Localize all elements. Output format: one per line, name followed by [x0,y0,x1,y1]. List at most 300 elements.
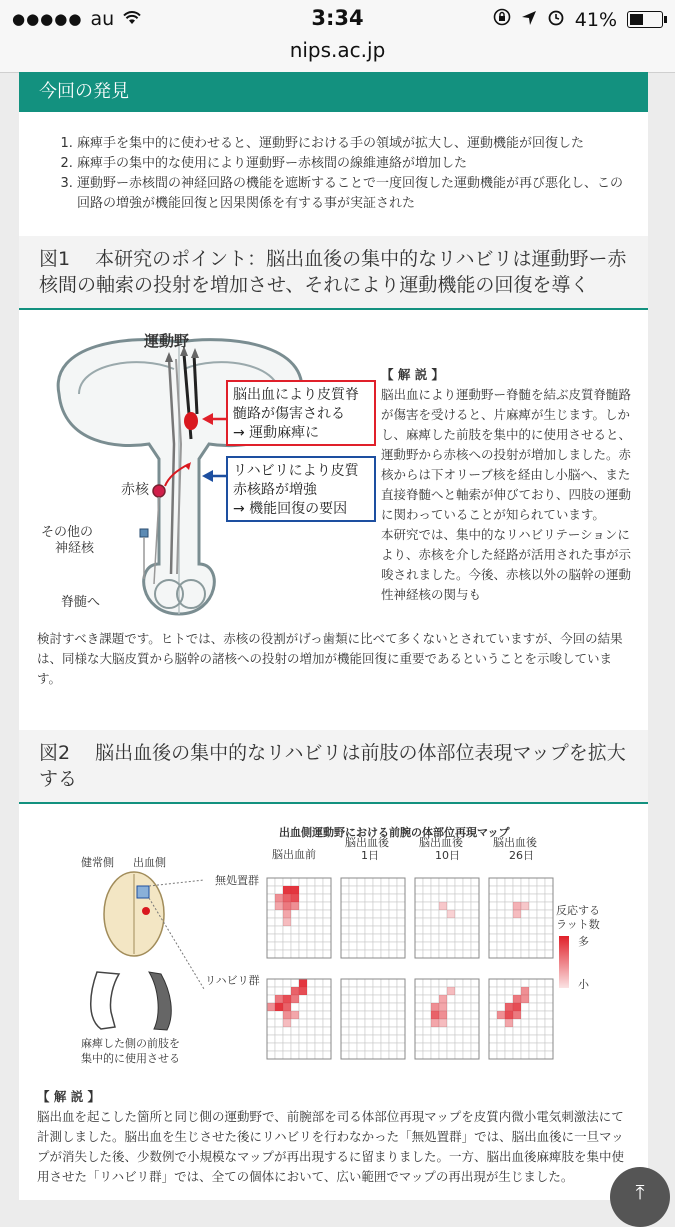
map-cell [545,902,553,910]
url-bar[interactable] [0,38,675,73]
map-cell [323,902,331,910]
map-cell [463,950,471,958]
map-cell [267,1027,275,1035]
map-cell [283,934,291,942]
map-cell [389,926,397,934]
map-cell [349,894,357,902]
map-cell [283,979,291,987]
map-cell [357,926,365,934]
map-cell [315,1043,323,1051]
map-cell [505,942,513,950]
map-cell [315,950,323,958]
map-cell [275,1027,283,1035]
map-cell [415,878,423,886]
map-cell [349,1019,357,1027]
signal-icon: ●●●●● [12,10,83,28]
map-cell [505,987,513,995]
map-cell [389,894,397,902]
map-cell [529,926,537,934]
col-header-2: 10日 [435,849,460,862]
map-cell [423,979,431,987]
map-cell [389,1043,397,1051]
map-cell [323,1051,331,1059]
map-cell [323,1003,331,1011]
map-cell [471,1035,479,1043]
map-cell [489,918,497,926]
map-cell [545,910,553,918]
map-cell [529,878,537,886]
map-cell [357,987,365,995]
map-cell [291,1035,299,1043]
map-cell [513,934,521,942]
forelimb-left-icon [91,972,119,1029]
map-cell [307,878,315,886]
map-cell [381,1019,389,1027]
map-cell [275,1019,283,1027]
map-cell [537,979,545,987]
map-cell-active [283,1011,291,1019]
figure2 [19,804,648,1184]
map-cell [323,878,331,886]
map-cell [397,934,405,942]
map-cell [497,886,505,894]
map-cell-active [283,918,291,926]
arrow-up-icon: ⤒ [635,1180,645,1204]
map-cell [471,995,479,1003]
map-cell [365,878,373,886]
battery-percent: 41% [574,8,617,31]
map-cell [397,979,405,987]
map-cell [489,1035,497,1043]
map-cell [431,1051,439,1059]
map-cell [389,902,397,910]
map-cell [341,995,349,1003]
map-cell [397,987,405,995]
map-cell [349,1003,357,1011]
map-cell [357,902,365,910]
findings-heading: 今回の発見 [19,72,648,112]
map-cell [431,910,439,918]
map-cell [357,934,365,942]
map-cell [471,1011,479,1019]
scroll-to-top-button[interactable] [610,1167,670,1227]
legend-low: 小 [578,978,589,991]
map-cell [431,1043,439,1051]
map-cell [545,1027,553,1035]
map-cell [529,918,537,926]
map-cell [275,910,283,918]
map-cell [373,1051,381,1059]
map-cell [267,1035,275,1043]
row-label-untreated: 無処置群 [215,874,259,887]
map-cell-active [505,1011,513,1019]
map-cell [505,1035,513,1043]
map-cell [537,987,545,995]
map-cell-active [513,910,521,918]
map-cell [513,1051,521,1059]
map-cell [307,1051,315,1059]
blue-box-line-2: 赤核路が増強 [233,482,317,498]
map-cell [315,995,323,1003]
map-cell [513,926,521,934]
map-cell [423,995,431,1003]
map-cell [365,1027,373,1035]
map-cell [447,878,455,886]
map-cell [447,1011,455,1019]
map-cell [365,918,373,926]
map-cell [349,995,357,1003]
map-cell [463,918,471,926]
map-cell [471,1051,479,1059]
map-cell [373,1019,381,1027]
map-cell [505,950,513,958]
map-cell [315,987,323,995]
map-cell [545,1051,553,1059]
map-cell [299,1027,307,1035]
map-cell [497,979,505,987]
map-cell-active [291,902,299,910]
map-cell [397,878,405,886]
map-cell [537,910,545,918]
map-cell [545,886,553,894]
map-cell [529,995,537,1003]
map-cell [389,1035,397,1043]
map-cell [415,1051,423,1059]
col-header-0: 脳出血前 [272,848,316,861]
url-text: nips.ac.jp [289,38,386,62]
map-cell [513,942,521,950]
map-cell [431,979,439,987]
map-cell [439,950,447,958]
motor-cortex-label: 運動野 [144,333,190,350]
map-cell [299,910,307,918]
map-cell [497,942,505,950]
battery-icon [627,11,663,28]
map-cell [315,942,323,950]
map-cell-active [431,1011,439,1019]
map-cell [463,1027,471,1035]
map-cell [381,926,389,934]
map-cell [365,979,373,987]
map-cell [513,979,521,987]
map-cell [463,1003,471,1011]
map-cell [357,878,365,886]
map-cell [455,1003,463,1011]
map-cell [307,918,315,926]
map-cell [497,902,505,910]
blue-box-line-1: リハビリにより皮質 [233,463,359,479]
map-cell [397,918,405,926]
map-cell [505,1043,513,1051]
map-cell [381,910,389,918]
map-cell [545,934,553,942]
figure1-explanation-continued: 検討すべき課題です。ヒトでは、赤核の役割がげっ歯類に比べて多くないとされていますが、今回の結果は、同様な大脳皮質から脳幹の諸核への投射の増加が機能回復に重要であるということを示唆しています。 [37,631,623,686]
map-cell [489,1027,497,1035]
map-cell [389,934,397,942]
map-cell-active [513,902,521,910]
map-cell [373,942,381,950]
map-cell [455,934,463,942]
map-cell [373,1035,381,1043]
map-cell [373,1043,381,1051]
map-cell [381,886,389,894]
map-cell [307,1003,315,1011]
map-cell [537,886,545,894]
map-cell [497,995,505,1003]
location-icon [521,9,537,31]
map-cell [423,1043,431,1051]
map-cell-active [299,979,307,987]
map-cell [545,995,553,1003]
map-cell [341,979,349,987]
map-cell [275,1011,283,1019]
map-cell [489,1003,497,1011]
map-cell [341,910,349,918]
map-cell [299,1035,307,1043]
map-cell [323,1043,331,1051]
map-cell-active [431,1003,439,1011]
map-cell [423,942,431,950]
map-cell [537,1043,545,1051]
map-cell [455,1019,463,1027]
map-cell [267,987,275,995]
map-cell [447,1043,455,1051]
map-cell [389,918,397,926]
map-cell [275,918,283,926]
map-cell [521,942,529,950]
map-cell [389,942,397,950]
map-cell [447,894,455,902]
map-cell [291,942,299,950]
map-cell [463,878,471,886]
map-cell [521,1035,529,1043]
map-cell [545,894,553,902]
map-cell [389,1051,397,1059]
map-cell [447,1019,455,1027]
map-cell [521,950,529,958]
map-cell [299,942,307,950]
map-cell [545,1011,553,1019]
map-cell [267,878,275,886]
map-cell-active [275,894,283,902]
map-cell [323,950,331,958]
map-cell [397,1011,405,1019]
map-cell [283,942,291,950]
map-cell [275,979,283,987]
map-cell [415,910,423,918]
map-cell [497,1051,505,1059]
map-cell [267,1019,275,1027]
legend-title-1: 反応する [556,904,600,917]
map-cell [423,926,431,934]
col-header-3: 26日 [509,849,534,862]
map-cell [489,942,497,950]
map-cell [307,926,315,934]
limb-caption-2: 集中的に使用させる [81,1052,180,1065]
map-cell [373,979,381,987]
map-cell [497,918,505,926]
map-cell [389,950,397,958]
map-cell [275,926,283,934]
map-cell [529,934,537,942]
map-cell-active [291,1011,299,1019]
map-region-marker [137,886,149,898]
spinal-label: 脊髄へ [61,595,101,610]
map-cell-active [283,1003,291,1011]
map-cell [275,1035,283,1043]
map-cell [423,934,431,942]
map-cell [389,910,397,918]
map-cell [439,1035,447,1043]
map-cell [439,894,447,902]
map-cell [489,995,497,1003]
map-cell [365,926,373,934]
map-cell [521,1019,529,1027]
map-cell [373,1003,381,1011]
map-cell [341,918,349,926]
map-cell-active [283,886,291,894]
map-cell-active [439,1011,447,1019]
map-cell [357,886,365,894]
map-cell [415,1003,423,1011]
map-cell [471,1019,479,1027]
map-cell [447,1027,455,1035]
map-cell [497,910,505,918]
map-cell [349,979,357,987]
map-cell [267,894,275,902]
map-cell [365,934,373,942]
map-cell [529,910,537,918]
map-cell [341,1051,349,1059]
map-cell [341,894,349,902]
map-cell [267,1051,275,1059]
map-cell [489,934,497,942]
map-cell [373,878,381,886]
map-cell [447,902,455,910]
map-cell [471,878,479,886]
map-cell [283,926,291,934]
red-box-line-3: → 運動麻痺に [233,425,320,441]
map-cell-active [505,1003,513,1011]
map-cell [455,950,463,958]
map-cell [505,910,513,918]
map-cell [489,1051,497,1059]
map-cell [397,1051,405,1059]
blue-box-line-3: → 機能回復の要因 [233,501,348,517]
map-cell [291,950,299,958]
map-cell [349,942,357,950]
map-cell [267,886,275,894]
map-cell [545,942,553,950]
map-cell [349,934,357,942]
map-cell-active [439,1019,447,1027]
map-cell [397,1003,405,1011]
map-cell [431,926,439,934]
map-cell [389,1019,397,1027]
map-cell [439,987,447,995]
map-cell [341,1027,349,1035]
map-cell [381,942,389,950]
map-cell [349,1011,357,1019]
other-nucleus-marker [140,529,148,537]
findings-list [19,134,648,214]
map-cell [497,894,505,902]
map-cell [423,910,431,918]
map-cell [357,1051,365,1059]
map-cell [349,1043,357,1051]
map-cell [439,979,447,987]
map-cell [423,894,431,902]
map-cell [299,926,307,934]
map-cell [537,1011,545,1019]
map-cell [291,1019,299,1027]
map-cell [357,1027,365,1035]
map-cell [307,950,315,958]
map-cell [315,886,323,894]
map-cell [471,934,479,942]
map-cell [323,886,331,894]
map-cell [357,942,365,950]
map-cell [315,1003,323,1011]
legend-title-2: ラット数 [556,918,600,931]
map-cell [365,950,373,958]
map-cell [489,950,497,958]
map-cell [283,1027,291,1035]
map-cell [513,1027,521,1035]
map-cell [341,1003,349,1011]
map-cell [341,987,349,995]
map-cell [521,886,529,894]
map-cell [497,950,505,958]
map-cell [497,926,505,934]
map-cell [439,1051,447,1059]
finding-item: 3. 運動野ー赤核間の神経回路の機能を遮断することで一度回復した運動機能が再び悪化し、この回路の増強が機能回復と因果関係を有する事が実証された [77,174,632,214]
map-cell [545,1003,553,1011]
map-cell [489,926,497,934]
map-cell [423,1011,431,1019]
map-cell [455,942,463,950]
map-cell [455,910,463,918]
map-cell [545,1043,553,1051]
map-cell [489,979,497,987]
clock: 3:34 [311,6,364,30]
map-cell [299,995,307,1003]
map-cell [497,878,505,886]
map-cell [529,987,537,995]
map-cell [415,995,423,1003]
map-cell [545,987,553,995]
red-nucleus-marker [153,485,165,497]
map-cell [505,934,513,942]
map-cell [505,1051,513,1059]
finding-item: 1. 麻痺手を集中的に使わせると、運動野における手の領域が拡大し、運動機能が回復した [77,134,632,154]
map-cell [381,995,389,1003]
map-cell [381,1051,389,1059]
map-cell [513,886,521,894]
figure2-explanation-text: 脳出血を起こした箇所と同じ側の運動野で、前腕部を司る体部位再現マップを皮質内微小電気刺激法にて計測しました。脳出血を生じさせた後にリハビリを行わなかった「無処置群」では、脳出血後に一旦マップが消失した後、少数例で小規模なマップが再出現するに留まりました。一方、脳出血後麻痺肢を集中使用させた「リハビリ群」では、全ての個体において、広い範囲でマップの再出現が生じました。 [37,1109,625,1184]
map-cell [431,918,439,926]
map-cell [529,1003,537,1011]
map-cell [397,886,405,894]
map-cell [431,950,439,958]
map-cell [447,886,455,894]
map-cell [349,886,357,894]
map-cell [545,1019,553,1027]
map-cell [447,918,455,926]
map-cell [505,886,513,894]
map-cell [381,878,389,886]
map-cell [365,1003,373,1011]
